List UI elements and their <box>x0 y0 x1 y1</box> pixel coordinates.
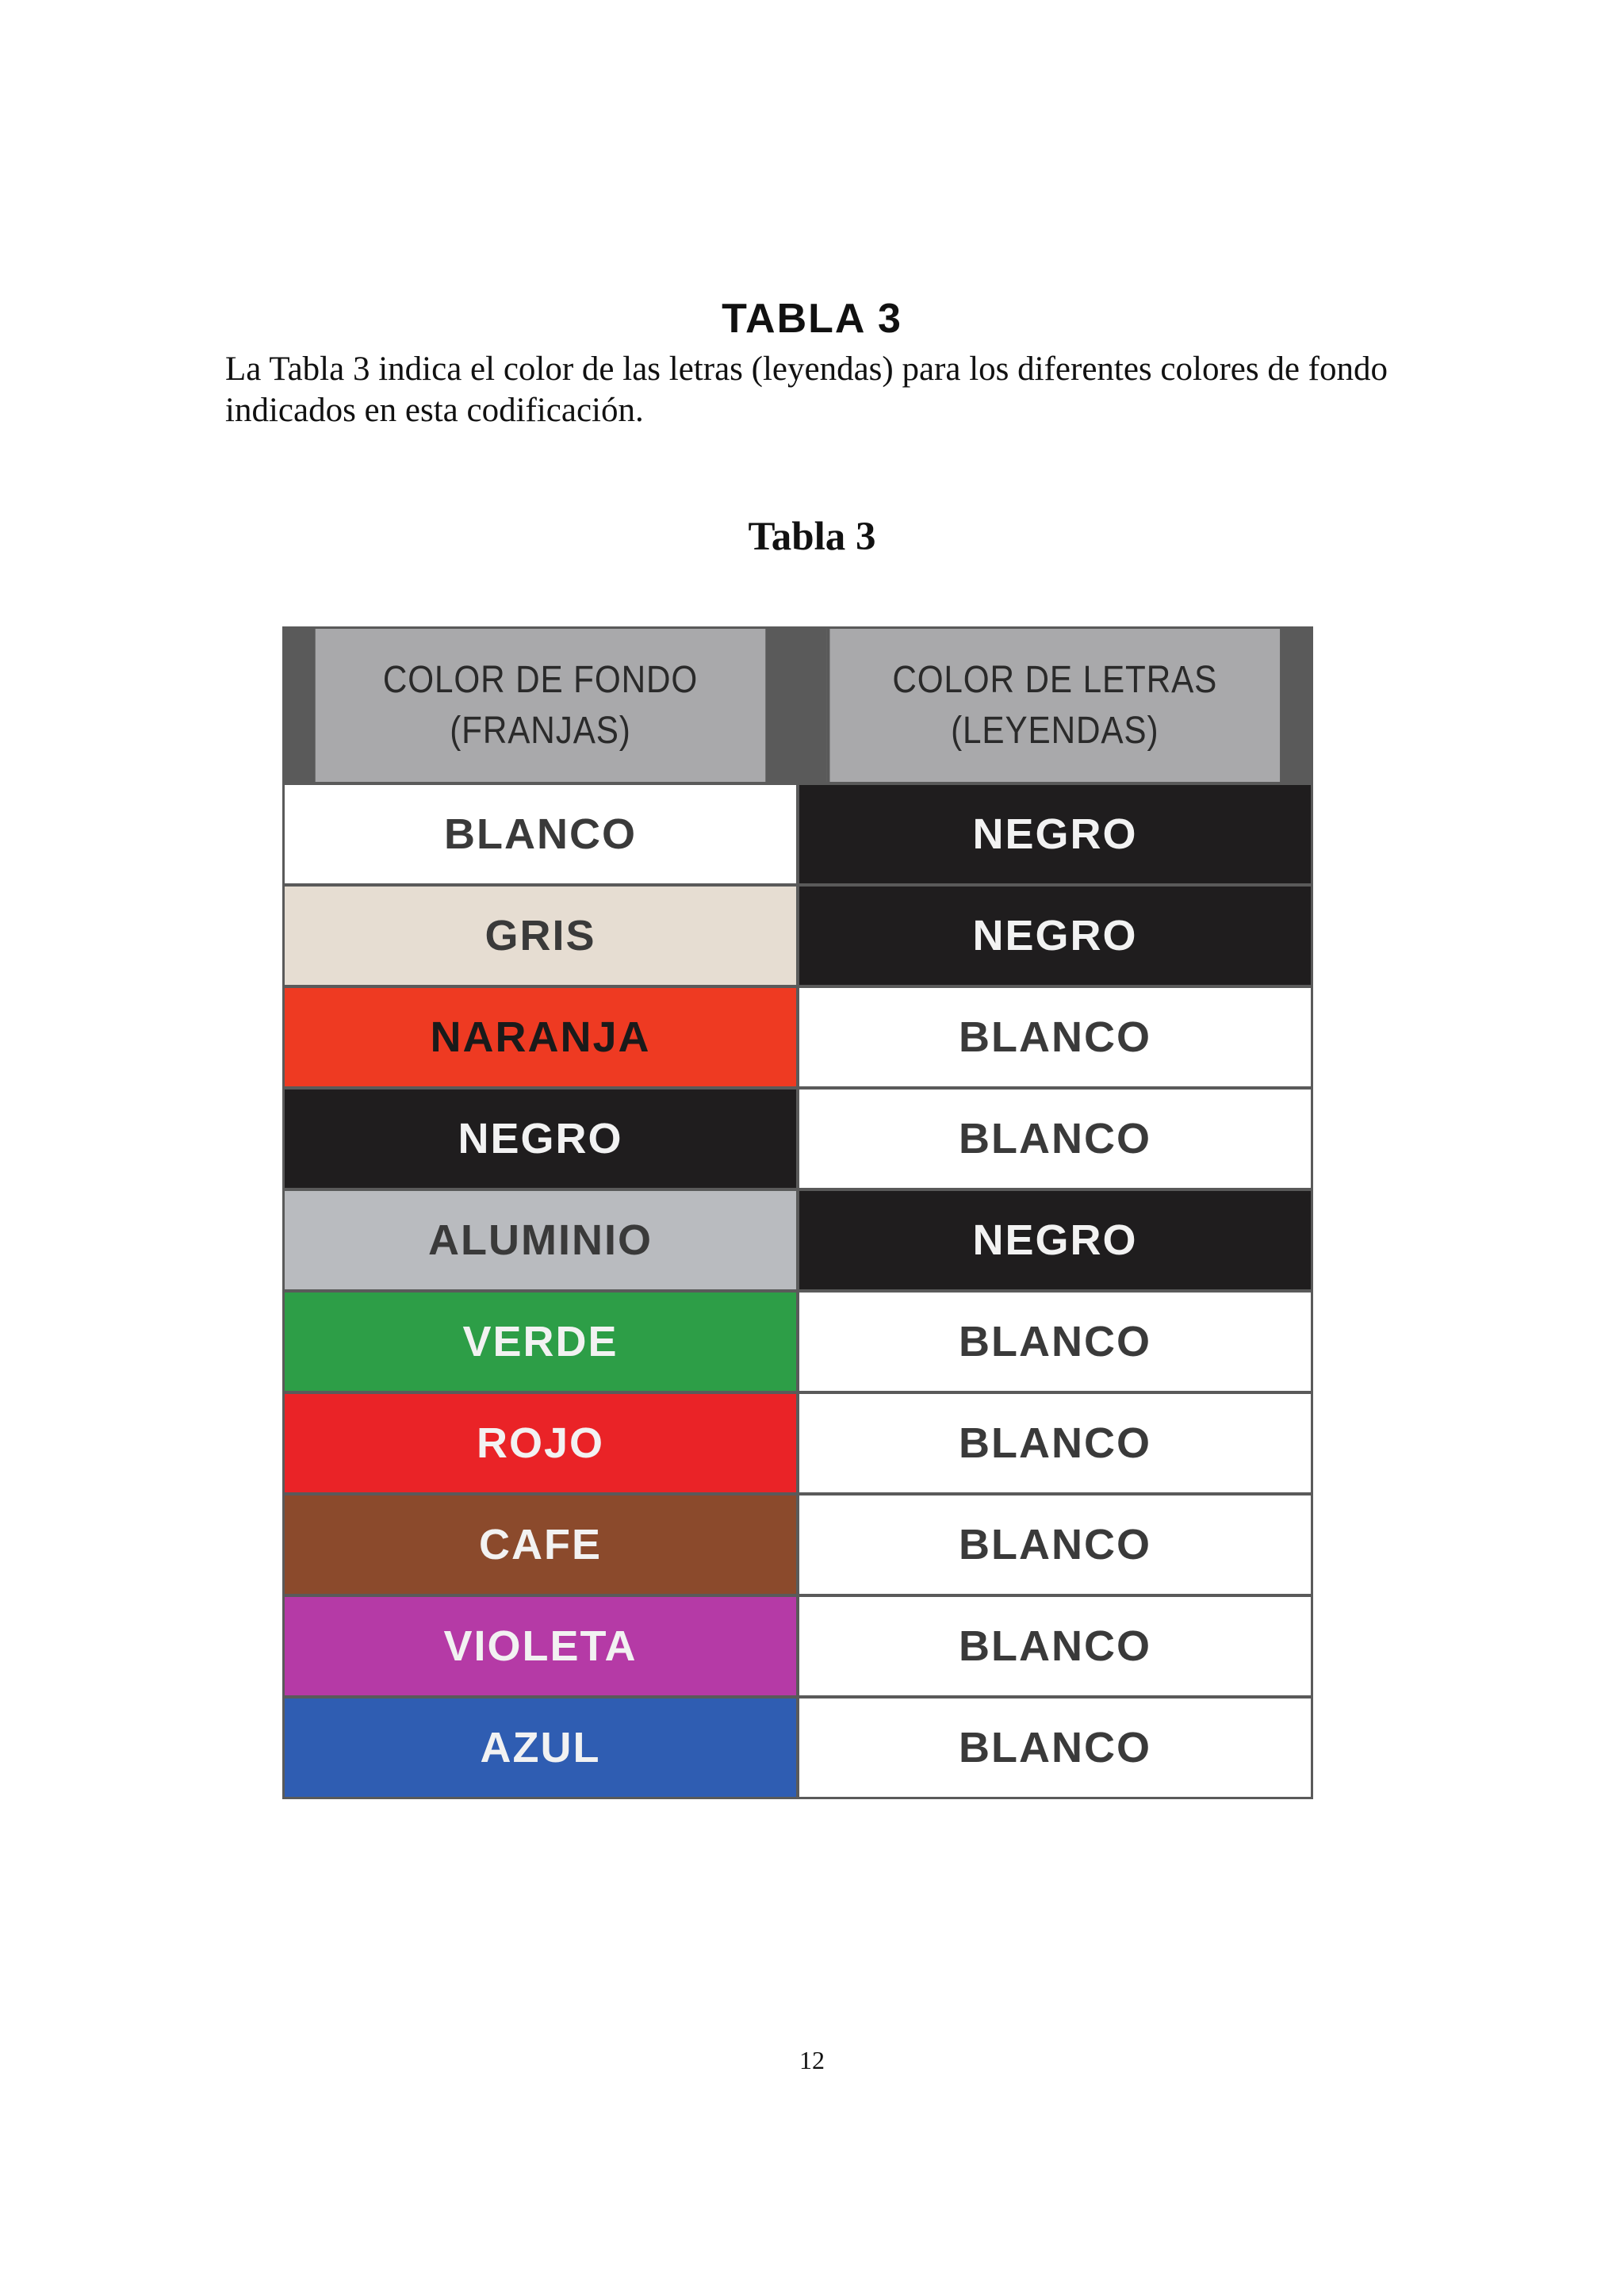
table-row <box>285 1492 1311 1594</box>
cell-color-fondo: VERDE <box>285 1293 796 1391</box>
cell-color-letras: NEGRO <box>796 887 1311 985</box>
cell-color-letras: BLANCO <box>796 988 1311 1086</box>
table-row <box>285 1695 1311 1797</box>
table-row <box>285 1594 1311 1695</box>
color-code-table <box>282 626 1313 1799</box>
cell-color-fondo: NEGRO <box>285 1090 796 1188</box>
header-color-letras <box>827 629 1280 782</box>
cell-color-fondo: ALUMINIO <box>285 1191 796 1289</box>
cell-color-fondo: GRIS <box>285 887 796 985</box>
cell-color-letras: BLANCO <box>796 1496 1311 1594</box>
cell-color-letras: BLANCO <box>796 1597 1311 1695</box>
table-row <box>285 782 1311 883</box>
table-row <box>285 1391 1311 1492</box>
cell-color-fondo: ROJO <box>285 1394 796 1492</box>
header-color-letras-line2: (LEYENDAS) <box>951 709 1159 752</box>
cell-color-letras: BLANCO <box>796 1698 1311 1797</box>
cell-color-letras: BLANCO <box>796 1293 1311 1391</box>
cell-color-fondo: CAFE <box>285 1496 796 1594</box>
table-row <box>285 883 1311 985</box>
cell-color-fondo: AZUL <box>285 1698 796 1797</box>
table-row <box>285 1086 1311 1188</box>
table-body <box>285 782 1311 1797</box>
cell-color-letras: NEGRO <box>796 785 1311 883</box>
table-row <box>285 985 1311 1086</box>
header-color-fondo-line1: COLOR DE FONDO <box>382 658 699 701</box>
cell-color-letras: NEGRO <box>796 1191 1311 1289</box>
cell-color-fondo: NARANJA <box>285 988 796 1086</box>
cell-color-fondo: BLANCO <box>285 785 796 883</box>
intro-paragraph: La Tabla 3 indica el color de las letras (leyendas) para los diferentes colores de fondo indicados en esta codificación. <box>225 350 1388 429</box>
cell-color-fondo: VIOLETA <box>285 1597 796 1695</box>
table-caption: Tabla 3 <box>748 515 876 559</box>
page-number: 12 <box>799 2046 825 2074</box>
section-heading: TABLA 3 <box>722 296 902 342</box>
table-row <box>285 1188 1311 1289</box>
header-color-fondo <box>316 629 766 782</box>
header-color-letras-line1: COLOR DE LETRAS <box>892 658 1218 701</box>
header-color-fondo-line2: (FRANJAS) <box>450 709 631 752</box>
cell-color-letras: BLANCO <box>796 1090 1311 1188</box>
table-header-row <box>285 629 1311 782</box>
table-row <box>285 1289 1311 1391</box>
cell-color-letras: BLANCO <box>796 1394 1311 1492</box>
